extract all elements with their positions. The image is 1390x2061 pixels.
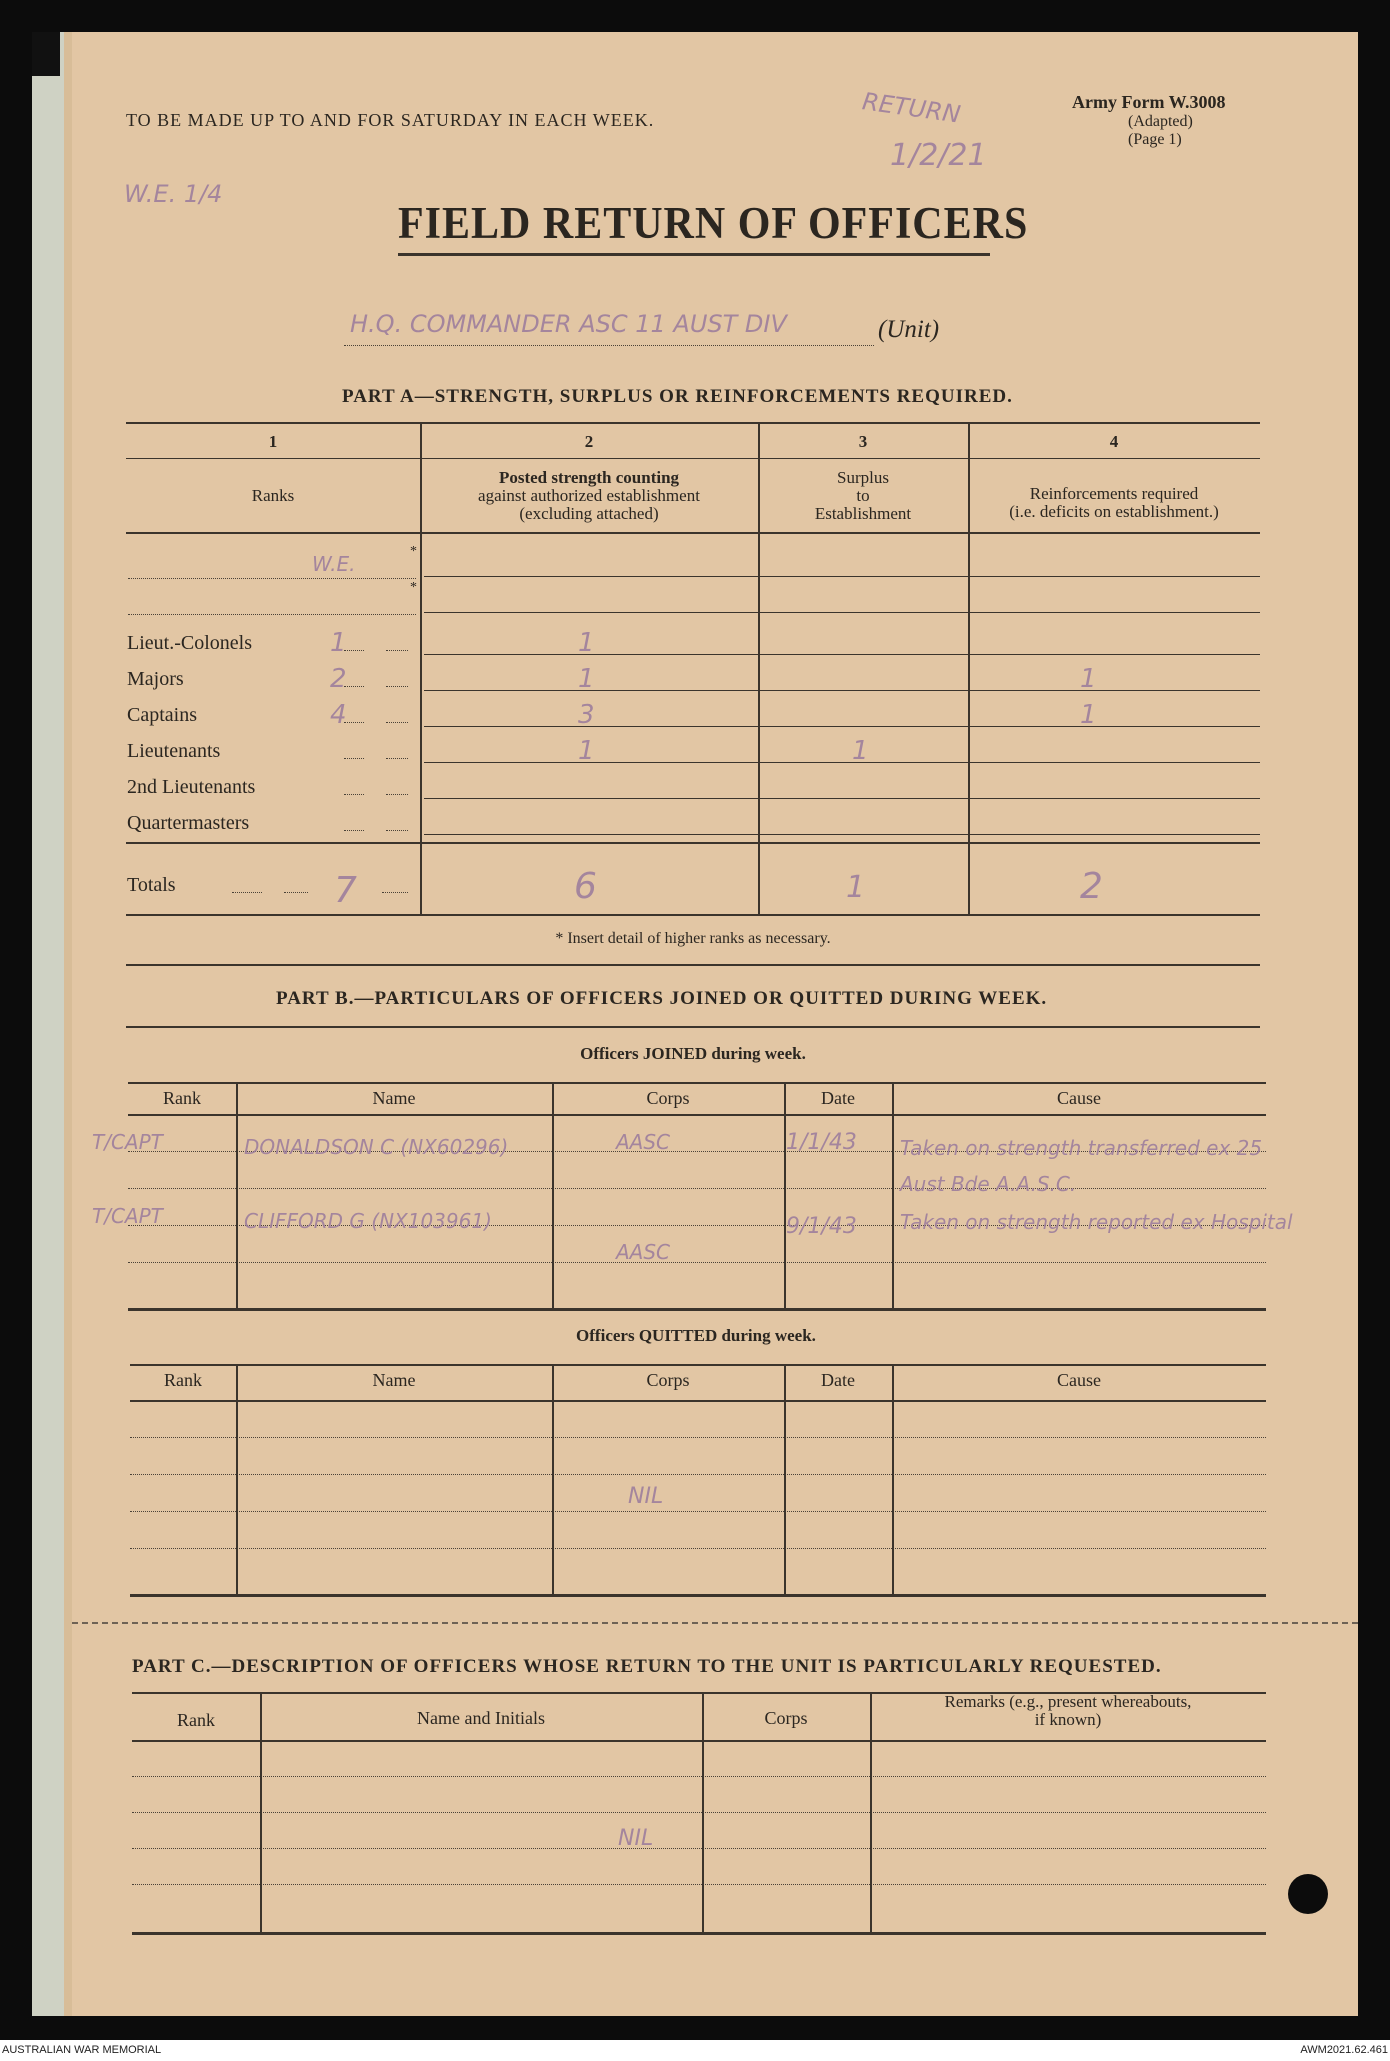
table-col-header: Date bbox=[821, 1088, 855, 1108]
col-header-posted-1: Posted strength counting bbox=[498, 468, 680, 487]
rank-leader bbox=[344, 686, 364, 687]
caption-left: AUSTRALIAN WAR MEMORIAL bbox=[2, 2044, 162, 2056]
rank-leader bbox=[386, 650, 408, 651]
fold-line bbox=[72, 1622, 1358, 1624]
title-underline bbox=[398, 253, 990, 256]
table-col-header: Corps bbox=[646, 1370, 690, 1390]
row-rule bbox=[424, 726, 1260, 727]
rank-label: Captains bbox=[127, 704, 197, 726]
rank-leader bbox=[344, 758, 364, 759]
rank-label: Quartermasters bbox=[127, 812, 250, 834]
row-rule bbox=[424, 834, 1260, 835]
table-col-divider bbox=[784, 1082, 786, 1308]
col-header-posted-3: (excluding attached) bbox=[519, 504, 659, 523]
joined-date: 1/1/43 bbox=[786, 1130, 857, 1155]
rank-label: Lieut.-Colonels bbox=[127, 632, 252, 654]
joined-name: DONALDSON C (NX60296) bbox=[244, 1135, 509, 1159]
rank-leader bbox=[386, 830, 408, 831]
joined-date: 9/1/43 bbox=[786, 1214, 857, 1239]
row-rule bbox=[424, 576, 1260, 577]
table-col-divider bbox=[784, 1364, 786, 1594]
totals-top-rule bbox=[126, 842, 1260, 844]
part-c-col-corps: Corps bbox=[764, 1708, 808, 1728]
star-2: * bbox=[410, 580, 417, 595]
totals-surplus: 1 bbox=[846, 870, 866, 905]
posted-count: 3 bbox=[578, 700, 595, 730]
table-col-header: Corps bbox=[646, 1088, 690, 1108]
form-instruction: TO BE MADE UP TO AND FOR SATURDAY IN EACH WEEK. bbox=[126, 110, 655, 130]
table-col-header: Name bbox=[372, 1088, 416, 1108]
col-header-reinf-1: Reinforcements required bbox=[1029, 484, 1199, 503]
col-number-4: 4 bbox=[1109, 432, 1119, 451]
totals-bottom-rule bbox=[126, 914, 1260, 916]
joined-name: CLIFFORD G (NX103961) bbox=[244, 1209, 492, 1233]
row-rule bbox=[424, 654, 1260, 655]
table-header-rule bbox=[132, 1740, 1266, 1742]
totals-posted: 6 bbox=[574, 866, 597, 907]
rank-label: Lieutenants bbox=[127, 740, 221, 762]
row-rule bbox=[424, 798, 1260, 799]
part-a-heading: PART A—STRENGTH, SURPLUS OR REINFORCEMENTS REQUIRED. bbox=[342, 386, 1013, 407]
col-number-2: 2 bbox=[584, 432, 594, 451]
table-col-divider bbox=[260, 1692, 262, 1932]
table-col-divider bbox=[892, 1082, 894, 1308]
col-header-reinf-2: (i.e. deficits on establishment.) bbox=[1009, 502, 1219, 521]
joined-corps: AASC bbox=[616, 1240, 671, 1264]
col-header-surplus-3: Establishment bbox=[814, 504, 912, 523]
unit-label: (Unit) bbox=[878, 316, 940, 343]
joined-cause: Taken on strength transferred ex 25 Aust Bde A.A.S.C. bbox=[900, 1136, 1263, 1196]
table-col-header: Rank bbox=[163, 1088, 201, 1108]
table-row-rule bbox=[130, 1474, 1266, 1475]
rank-leader bbox=[386, 722, 408, 723]
table-row-rule bbox=[130, 1511, 1266, 1512]
part-c-heading: PART C.—DESCRIPTION OF OFFICERS WHOSE RETURN TO THE UNIT IS PARTICULARLY REQUESTED. bbox=[132, 1656, 1162, 1677]
caption-right: AWM2021.62.461 bbox=[1300, 2044, 1388, 2056]
unit-value: H.Q. COMMANDER ASC 11 AUST DIV bbox=[350, 310, 787, 338]
part-c-col-rank: Rank bbox=[177, 1710, 215, 1730]
table-col-header: Date bbox=[821, 1370, 855, 1390]
totals-we: 7 bbox=[334, 870, 357, 911]
table-top-rule bbox=[128, 1082, 1266, 1084]
joined-corps: AASC bbox=[616, 1130, 671, 1154]
joined-rank: T/CAPT bbox=[92, 1204, 163, 1228]
table-bottom-rule bbox=[128, 1308, 1266, 1311]
table-col-divider bbox=[236, 1082, 238, 1308]
rank-leader bbox=[386, 686, 408, 687]
col-header-ranks: Ranks bbox=[251, 486, 295, 505]
table-col-divider bbox=[552, 1364, 554, 1594]
row-rule bbox=[128, 578, 416, 579]
margin-note: W.E. 1/4 bbox=[124, 180, 223, 208]
page-title: FIELD RETURN OF OFFICERS bbox=[398, 199, 1029, 249]
stamp-return: RETURN bbox=[860, 87, 963, 129]
row-rule bbox=[424, 762, 1260, 763]
rank-label: 2nd Lieutenants bbox=[127, 776, 256, 798]
table-header-rule bbox=[128, 1114, 1266, 1116]
form-adapted: (Adapted) bbox=[1128, 113, 1193, 130]
table-col-divider bbox=[552, 1082, 554, 1308]
surplus-count: 1 bbox=[852, 736, 869, 766]
rank-leader bbox=[386, 758, 408, 759]
joined-title: Officers JOINED during week. bbox=[580, 1044, 806, 1063]
part-a-header-rule bbox=[126, 532, 1260, 534]
totals-label: Totals bbox=[127, 874, 176, 896]
part-b-top-rule bbox=[126, 1026, 1260, 1028]
part-a-number-rule bbox=[126, 458, 1260, 459]
paper-corner bbox=[32, 32, 60, 76]
rank-leader bbox=[344, 650, 364, 651]
we-count: 2 bbox=[330, 664, 347, 694]
part-c-col-name: Name and Initials bbox=[417, 1708, 545, 1728]
table-col-divider bbox=[702, 1692, 704, 1932]
table-header-rule bbox=[130, 1400, 1266, 1402]
paper-edge bbox=[32, 32, 64, 2016]
table-col-divider bbox=[870, 1692, 872, 1932]
table-bottom-rule bbox=[130, 1594, 1266, 1597]
table-row-rule bbox=[132, 1776, 1266, 1777]
table-row-rule bbox=[130, 1437, 1266, 1438]
star-1: * bbox=[410, 544, 417, 559]
table-row-rule bbox=[128, 1262, 1266, 1263]
quitted-title: Officers QUITTED during week. bbox=[576, 1326, 816, 1345]
table-row-rule bbox=[132, 1812, 1266, 1813]
totals-reinf: 2 bbox=[1080, 866, 1103, 907]
reinf-count: 1 bbox=[1080, 664, 1097, 694]
part-c-nil: NIL bbox=[618, 1826, 654, 1851]
table-top-rule bbox=[130, 1364, 1266, 1366]
reinf-count: 1 bbox=[1080, 700, 1097, 730]
totals-leader bbox=[232, 892, 262, 893]
totals-leader bbox=[284, 892, 308, 893]
unit-dotted-line bbox=[344, 345, 874, 346]
rank-leader bbox=[344, 794, 364, 795]
rank-leader bbox=[344, 830, 364, 831]
row-rule bbox=[128, 614, 416, 615]
quitted-nil: NIL bbox=[628, 1484, 664, 1509]
part-a-end-rule bbox=[126, 964, 1260, 966]
paper-edge-shadow bbox=[64, 32, 72, 2016]
table-bottom-rule bbox=[132, 1932, 1266, 1935]
table-col-header: Name bbox=[372, 1370, 416, 1390]
we-note: W.E. bbox=[312, 552, 356, 576]
rank-leader bbox=[386, 794, 408, 795]
joined-cause: Taken on strength reported ex Hospital bbox=[900, 1210, 1293, 1234]
rank-leader bbox=[344, 722, 364, 723]
col-header-surplus-1: Surplus bbox=[837, 468, 889, 487]
form-number: Army Form W.3008 bbox=[1072, 92, 1226, 112]
posted-count: 1 bbox=[578, 664, 595, 694]
part-b-heading: PART B.—PARTICULARS OF OFFICERS JOINED OR QUITTED DURING WEEK. bbox=[276, 988, 1048, 1009]
part-c-col-remarks-1: Remarks (e.g., present whereabouts, bbox=[944, 1692, 1192, 1711]
joined-rank: T/CAPT bbox=[92, 1130, 163, 1154]
we-count: 4 bbox=[330, 700, 347, 730]
row-rule bbox=[424, 690, 1260, 691]
table-row-rule bbox=[132, 1884, 1266, 1885]
form-page: (Page 1) bbox=[1128, 131, 1182, 148]
row-rule bbox=[424, 612, 1260, 613]
col-number-1: 1 bbox=[268, 432, 278, 451]
posted-count: 1 bbox=[578, 736, 595, 766]
posted-count: 1 bbox=[578, 628, 595, 658]
table-row-rule bbox=[132, 1848, 1266, 1849]
totals-leader bbox=[382, 892, 408, 893]
table-row-rule bbox=[130, 1548, 1266, 1549]
punch-hole bbox=[1288, 1874, 1328, 1914]
table-col-divider bbox=[892, 1364, 894, 1594]
col-header-posted-2: against authorized establishment bbox=[478, 486, 700, 505]
table-col-header: Rank bbox=[164, 1370, 202, 1390]
table-col-divider bbox=[236, 1364, 238, 1594]
col-number-3: 3 bbox=[858, 432, 868, 451]
table-col-header: Cause bbox=[1057, 1370, 1101, 1390]
stamp-date: 1/2/21 bbox=[890, 138, 987, 173]
we-count: 1 bbox=[330, 628, 347, 658]
rank-label: Majors bbox=[127, 668, 184, 690]
part-a-top-rule bbox=[126, 422, 1260, 424]
col-header-surplus-2: to bbox=[856, 486, 870, 505]
table-col-header: Cause bbox=[1057, 1088, 1101, 1108]
part-a-footnote: * Insert detail of higher ranks as necessary. bbox=[555, 930, 831, 947]
part-c-col-remarks-2: if known) bbox=[1034, 1710, 1102, 1729]
